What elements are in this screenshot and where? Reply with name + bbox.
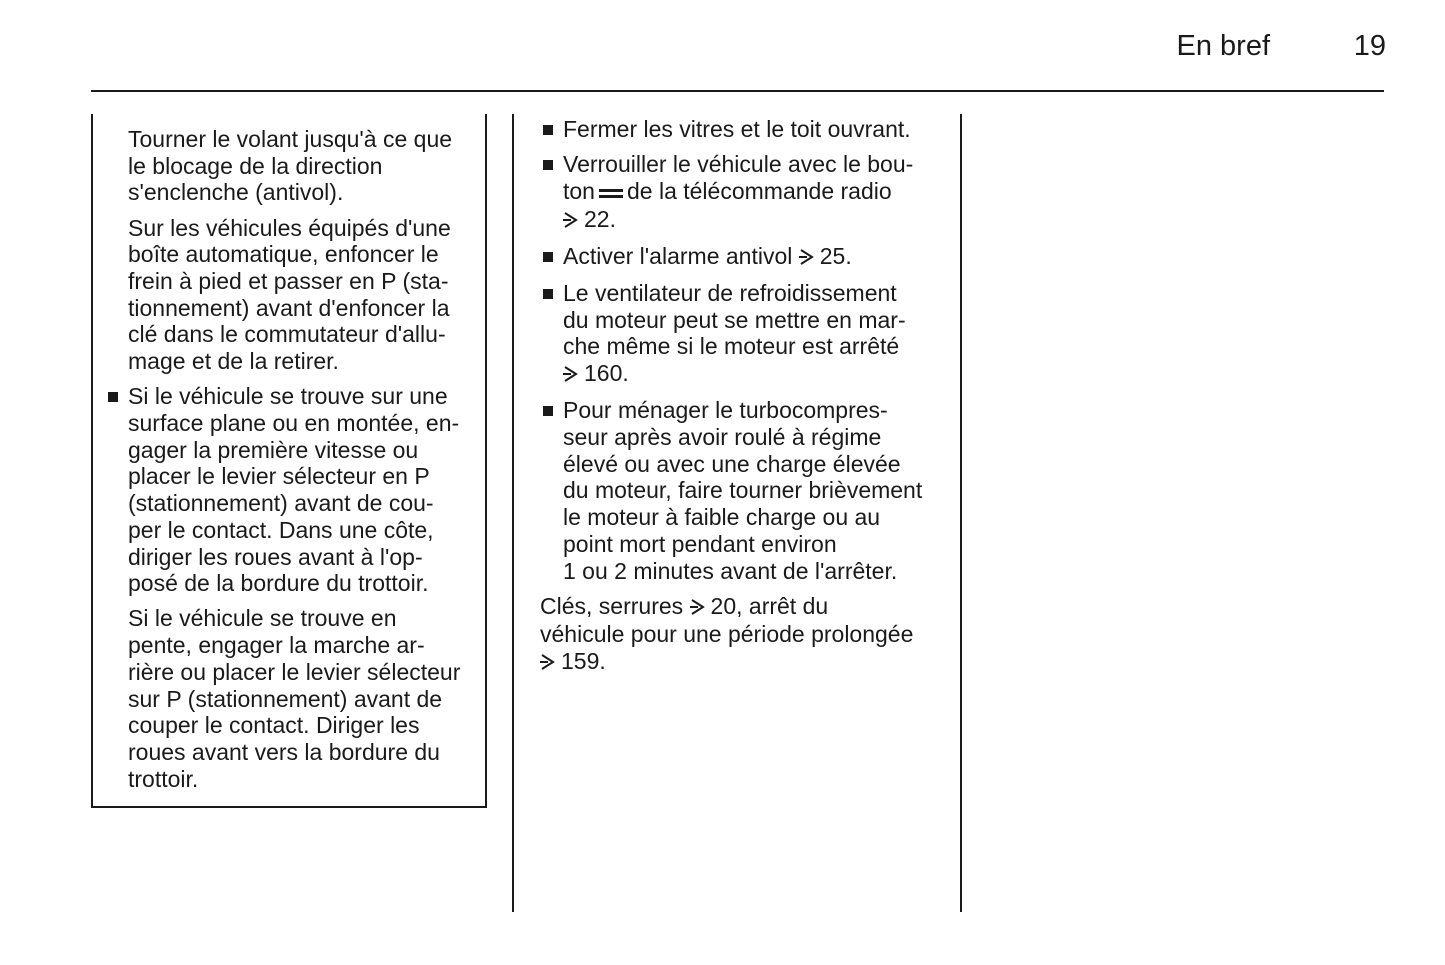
text-line: le blocage de la direction [128,152,383,179]
bullet-square-icon [543,252,553,262]
text-line: trottoir. [128,765,199,792]
text-line: du moteur peut se mettre en mar- [563,306,906,333]
list-item-lock-vehicle [540,151,945,234]
lock-button-icon [599,179,623,206]
arrow-reference-icon [799,245,814,272]
text-line: du moteur, faire tourner brièvement [563,477,923,504]
text-line: placer le levier sélecteur en P [128,463,430,490]
text-line: pente, engager la marche ar- [128,632,425,659]
text-line: roues avant vers la bordure du [128,738,440,765]
paragraph-cross-references [540,593,945,677]
text-line: mage et de la retirer. [128,348,339,375]
text-line: Sur les véhicules équipés d'une [128,214,451,241]
text-line: Le ventilateur de refroidissement [563,280,897,307]
text-line: le moteur à faible charge ou au [563,504,881,531]
page-number: 19 [1353,30,1386,62]
text-line: surface plane ou en montée, en- [128,410,460,437]
text-line: point mort pendant environ [563,530,837,557]
column-left [107,126,477,801]
arrow-reference-icon [563,362,578,389]
text-line: rière ou placer le levier sélecteur [128,658,461,685]
text-line: Si le véhicule se trouve sur une [128,383,448,410]
text-line: per le contact. Dans une côte, [128,516,434,543]
list-item-turbocharger [540,397,945,584]
column-middle [540,116,945,685]
text-line: (stationnement) avant de cou- [128,490,434,517]
page-reference: 20, arrêt du [710,592,829,619]
text-line: 1 ou 2 minutes avant de l'arrêter. [563,557,898,584]
list-item-flat-surface [107,383,477,597]
bullet-square-icon [108,392,118,402]
header-rule [91,90,1384,92]
text-line: gager la première vitesse ou [128,436,419,463]
text-line [540,593,945,622]
text-line: seur après avoir roulé à régime [563,424,882,451]
page-header-title: En bref [1176,30,1270,62]
text-fragment: de la télécommande radio [626,177,892,204]
page-reference: 159. [561,648,606,675]
bullet-square-icon [543,160,553,170]
text-line: che même si le moteur est arrêté [563,333,900,360]
bullet-square-icon [543,125,553,135]
text-fragment: Clés, serrures [540,592,684,619]
text-line: Tourner le volant jusqu'à ce que [128,126,453,152]
arrow-reference-icon [540,650,555,677]
text-line [563,178,945,206]
text-line: élevé ou avec une charge élevée [563,450,901,477]
page-reference: 160. [584,360,629,387]
arrow-reference-icon [563,208,578,235]
paragraph-automatic-gearbox [107,215,477,375]
text-line [563,206,945,235]
text-line: diriger les roues avant à l'op- [128,543,423,570]
text-line: frein à pied et passer en P (sta- [128,268,449,295]
page-reference: 25. [819,242,852,269]
paragraph-steering-lock [107,126,477,206]
text-line [563,243,945,272]
text-line [540,648,945,677]
column-divider [960,114,962,912]
text-fragment: ton [563,177,595,204]
list-item-alarm [540,243,945,272]
text-line: Fermer les vitres et le toit ouvrant. [563,116,911,142]
bullet-square-icon [543,406,553,416]
text-line: véhicule pour une période prolongée [540,621,914,648]
text-fragment: Activer l'alarme antivol [563,242,793,269]
paragraph-downhill [107,605,477,792]
arrow-reference-icon [690,595,705,622]
text-line [563,360,945,389]
text-line: Verrouiller le véhicule avec le bou- [563,151,914,178]
text-line: boîte automatique, enfoncer le [128,241,439,268]
column-divider [512,114,514,912]
text-line: s'enclenche (antivol). [128,179,344,206]
text-line: couper le contact. Diriger les [128,712,420,739]
text-line: posé de la bordure du trottoir. [128,570,429,597]
text-line: tionnement) avant d'enfoncer la [128,294,450,321]
text-line: Si le véhicule se trouve en [128,605,397,632]
text-line: sur P (stationnement) avant de [128,685,443,712]
bullet-square-icon [543,289,553,299]
text-line: Pour ménager le turbocompres- [563,397,888,424]
list-item-close-windows [540,116,945,143]
text-line: clé dans le commutateur d'allu- [128,321,446,348]
page-reference: 22. [584,205,616,232]
list-item-cooling-fan [540,280,945,389]
